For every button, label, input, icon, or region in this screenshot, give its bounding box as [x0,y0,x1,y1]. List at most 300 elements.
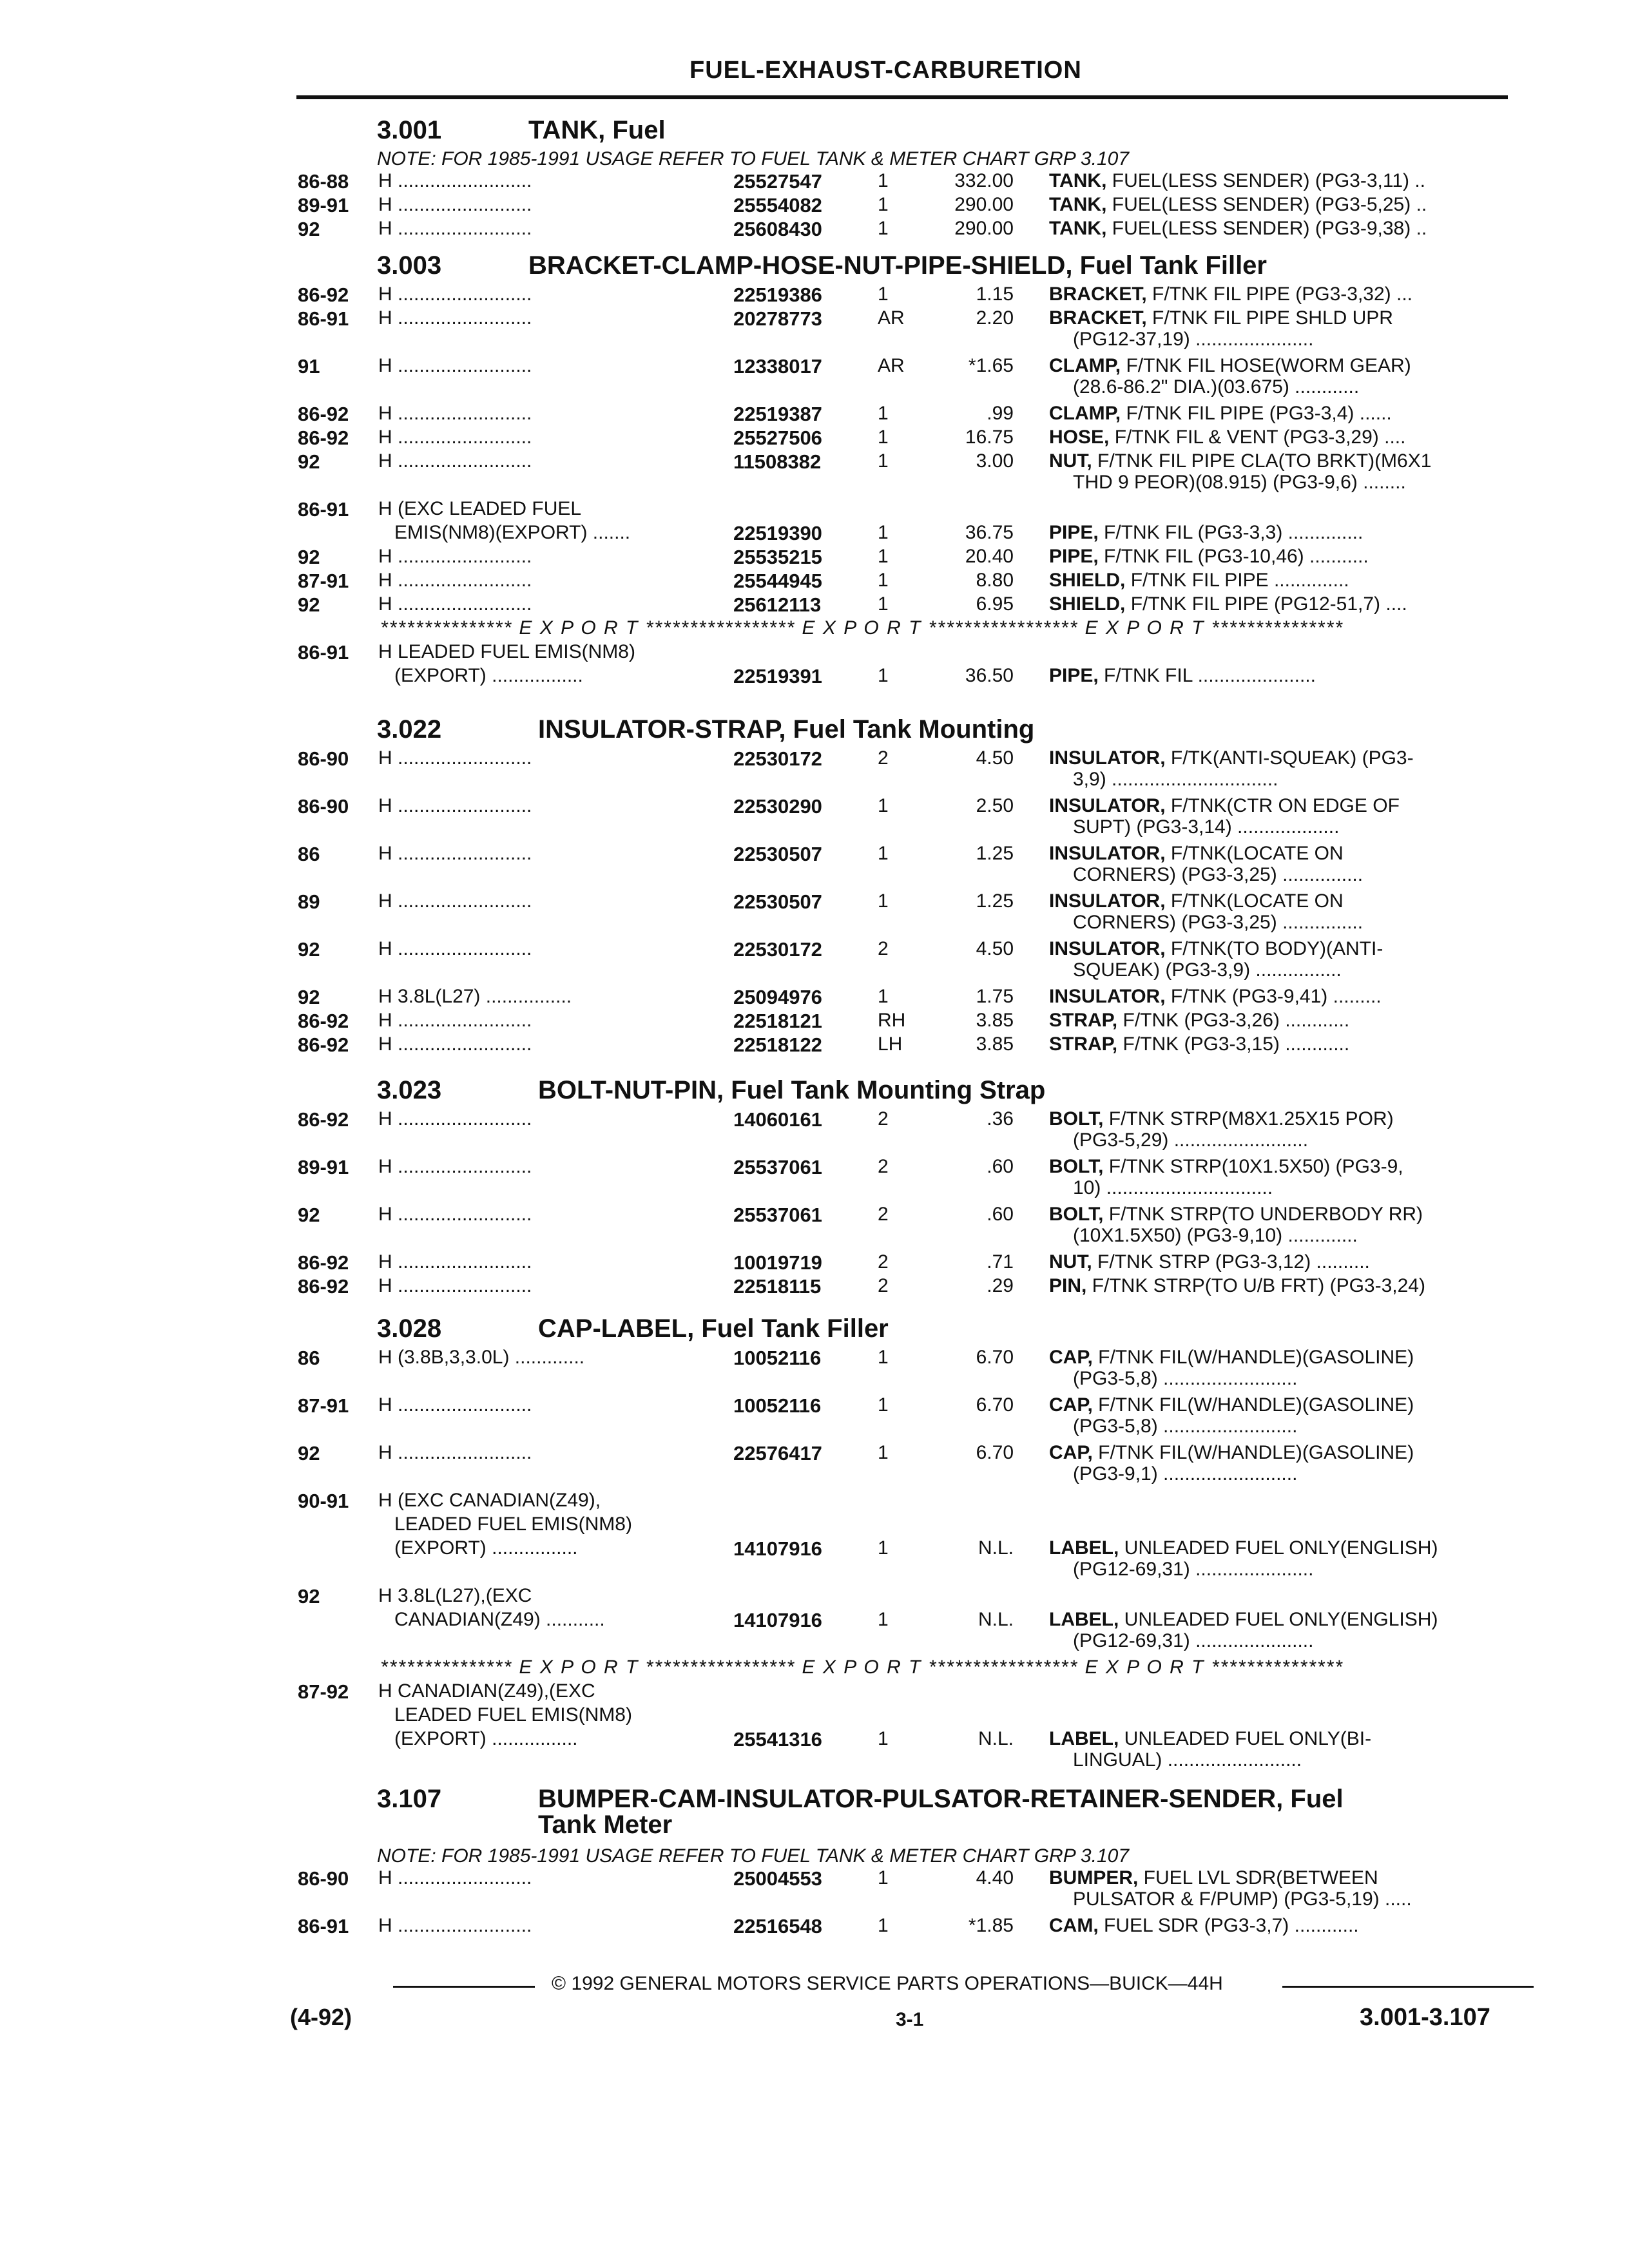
parts-row [0,593,1629,619]
model-years: 86-92 [298,427,349,449]
quantity: RH [878,1010,906,1031]
quantity: 1 [878,546,889,567]
description-noun: CLAMP, [1049,403,1121,424]
application: H ......................... [378,747,532,769]
quantity: 1 [878,795,889,816]
quantity: AR [878,355,905,376]
price: 1.75 [976,986,1014,1007]
quantity: 1 [878,665,889,686]
description-noun: INSULATOR, [1049,986,1166,1007]
description-detail: F/TNK FIL(W/HANDLE)(GASOLINE) [1092,1394,1414,1416]
description [1049,1204,1423,1225]
quantity: 1 [878,593,889,615]
description-continuation: (PG3-5,8) ......................... [1073,1416,1298,1437]
price: .60 [987,1204,1014,1225]
model-years: 86-90 [298,795,349,818]
section-code: 3.028 [377,1314,442,1343]
description-detail: UNLEADED FUEL ONLY(ENGLISH) [1119,1537,1438,1559]
quantity: 1 [878,1442,889,1463]
part-number: 25544945 [733,570,822,592]
description-detail: F/TNK(LOCATE ON [1165,890,1344,912]
quantity: 1 [878,194,889,215]
description-noun: INSULATOR, [1049,938,1166,959]
price: 3.00 [976,450,1014,472]
quantity: 1 [878,1347,889,1368]
description [1049,403,1392,425]
parts-row [0,1490,1629,1515]
model-years: 89-91 [298,194,349,216]
section-code: 3.022 [377,715,442,744]
description [1049,1251,1370,1273]
part-number: 25535215 [733,546,822,568]
description [1049,1347,1414,1369]
price: 20.40 [965,546,1014,567]
parts-row [0,546,1629,572]
description [1049,1108,1394,1130]
part-number: 22519391 [733,665,822,687]
model-years: 92 [298,1204,320,1226]
part-number: 10052116 [733,1394,822,1417]
description-continuation: CORNERS) (PG3-3,25) ............... [1073,912,1364,933]
description-detail: F/TNK FIL PIPE CLA(TO BRKT)(M6X1 [1092,450,1432,472]
description-noun: PIPE, [1049,546,1099,567]
description-detail: F/TNK FIL PIPE (PG12-51,7) .... [1125,593,1407,615]
application: H (EXC CANADIAN(Z49), [378,1490,601,1511]
price: *1.65 [968,355,1014,376]
part-number: 10019719 [733,1251,822,1274]
part-number: 25541316 [733,1728,822,1751]
description-noun: CAP, [1049,1394,1093,1416]
model-years: 86-91 [298,498,349,521]
quantity: 1 [878,843,889,864]
application: H ......................... [378,194,532,215]
part-number: 25527506 [733,427,822,449]
parts-row-continuation [0,912,1629,937]
parts-row [0,1514,1629,1539]
description [1049,890,1344,912]
parts-row-continuation [0,472,1629,497]
model-years: 86-91 [298,307,349,330]
description-noun: SHIELD, [1049,570,1126,591]
footer-section-range: 3.001-3.107 [1360,2004,1490,2031]
price: 290.00 [954,218,1014,239]
description-detail: FUEL(LESS SENDER) (PG3-3,11) .. [1106,170,1426,191]
description-noun: INSULATOR, [1049,890,1166,912]
description [1049,665,1316,687]
price: .60 [987,1156,1014,1177]
model-years: 92 [298,1442,320,1465]
part-number: 22519387 [733,403,822,425]
quantity: 2 [878,747,889,769]
description [1049,593,1407,615]
description [1049,1010,1349,1032]
part-number: 25094976 [733,986,822,1008]
price: 4.40 [976,1867,1014,1888]
section-title: INSULATOR-STRAP, Fuel Tank Mounting [538,715,1035,744]
footer-rule-right [1282,1986,1534,1988]
description [1049,1728,1371,1750]
description-detail: F/TNK (PG3-3,15) ............ [1117,1033,1350,1055]
parts-row-continuation [0,1416,1629,1441]
application: H ......................... [378,1867,532,1888]
quantity: LH [878,1033,903,1055]
description-detail: F/TNK FIL PIPE .............. [1125,570,1349,591]
price: N.L. [978,1728,1014,1749]
model-years: 92 [298,593,320,616]
application: H (3.8B,3,3.0L) ............. [378,1347,585,1368]
description [1049,843,1344,865]
price: *1.85 [968,1915,1014,1936]
parts-row [0,1251,1629,1277]
description [1049,795,1400,817]
description-noun: LABEL, [1049,1537,1119,1559]
description [1049,427,1405,448]
section-title: BUMPER-CAM-INSULATOR-PULSATOR-RETAINER-SENDER, Fuel [538,1785,1344,1813]
parts-row-continuation [0,376,1629,402]
section-code: 3.001 [377,116,442,144]
description-noun: CAP, [1049,1347,1093,1368]
model-years: 86-90 [298,1867,349,1890]
application: H ......................... [378,218,532,239]
parts-row [0,498,1629,524]
parts-row [0,170,1629,196]
part-number: 22530172 [733,938,822,961]
footer-page-number: 3-1 [896,2009,924,2030]
application: CANADIAN(Z49) ........... [378,1609,605,1630]
parts-row [0,1680,1629,1706]
description-detail: UNLEADED FUEL ONLY(BI- [1119,1728,1372,1749]
price: 6.70 [976,1347,1014,1368]
quantity: 1 [878,403,889,424]
description-continuation: (10X1.5X50) (PG3-9,10) ............. [1073,1225,1358,1246]
description-noun: SHIELD, [1049,593,1126,615]
description [1049,1275,1425,1297]
description [1049,218,1427,240]
quantity: 2 [878,1251,889,1273]
description-continuation: (PG3-5,8) ......................... [1073,1368,1298,1389]
description-noun: TANK, [1049,218,1107,239]
part-number: 22518121 [733,1010,822,1032]
application: H ......................... [378,1251,532,1273]
description-continuation: (PG12-69,31) ...................... [1073,1559,1314,1580]
description [1049,747,1414,769]
application: H ......................... [378,403,532,424]
description-noun: PIPE, [1049,665,1099,686]
price: 36.75 [965,522,1014,543]
description-noun: INSULATOR, [1049,795,1166,816]
section-title: BOLT-NUT-PIN, Fuel Tank Mounting Strap [538,1076,1046,1104]
description-noun: CLAMP, [1049,355,1121,376]
part-number: 12338017 [733,355,822,378]
description-noun: BRACKET, [1049,284,1147,305]
description-detail: UNLEADED FUEL ONLY(ENGLISH) [1119,1609,1438,1630]
description [1049,1156,1403,1178]
application: H ......................... [378,1442,532,1463]
price: .71 [987,1251,1014,1273]
application: H ......................... [378,795,532,816]
description-detail: F/TNK STRP (PG3-3,12) .......... [1092,1251,1370,1273]
parts-row [0,570,1629,595]
quantity: 2 [878,1204,889,1225]
part-number: 25537061 [733,1204,822,1226]
price: 3.85 [976,1033,1014,1055]
application: H CANADIAN(Z49),(EXC [378,1680,595,1702]
description [1049,194,1427,216]
description-detail: F/TNK(CTR ON EDGE OF [1165,795,1400,816]
description-continuation: (PG12-69,31) ...................... [1073,1630,1314,1651]
application: H 3.8L(L27) ................ [378,986,572,1007]
application: H ......................... [378,938,532,959]
description [1049,1609,1438,1631]
parts-row-continuation [0,1630,1629,1656]
quantity: 1 [878,522,889,543]
model-years: 90-91 [298,1490,349,1512]
model-years: 86-92 [298,403,349,425]
description [1049,355,1411,377]
description-continuation: SUPT) (PG3-3,14) ................... [1073,816,1340,838]
application: H ......................... [378,546,532,567]
price: 2.50 [976,795,1014,816]
section-note: NOTE: FOR 1985-1991 USAGE REFER TO FUEL TANK & METER CHART GRP 3.107 [377,1845,1129,1867]
description-noun: BOLT, [1049,1108,1104,1129]
model-years: 91 [298,355,320,378]
description-continuation: THD 9 PEOR)(08.915) (PG3-9,6) ........ [1073,472,1406,493]
description-detail: F/TNK (PG3-9,41) ......... [1165,986,1382,1007]
model-years: 86 [298,843,320,865]
part-number: 25527547 [733,170,822,193]
description-detail: FUEL(LESS SENDER) (PG3-5,25) .. [1106,194,1427,215]
description-noun: INSULATOR, [1049,843,1166,864]
description-noun: TANK, [1049,170,1107,191]
application: H 3.8L(L27),(EXC [378,1585,532,1606]
quantity: 1 [878,1394,889,1416]
description-continuation: 10) ............................... [1073,1177,1273,1198]
description-noun: BOLT, [1049,1204,1104,1225]
part-number: 10052116 [733,1347,822,1369]
header-rule [296,95,1508,99]
parts-row [0,1915,1629,1941]
application: H ......................... [378,1010,532,1031]
description [1049,307,1393,329]
price: 8.80 [976,570,1014,591]
section-title: BRACKET-CLAMP-HOSE-NUT-PIPE-SHIELD, Fuel Tank Filler [528,251,1267,280]
part-number: 22519390 [733,522,822,544]
description-detail: F/TNK FIL(W/HANDLE)(GASOLINE) [1092,1442,1414,1463]
part-number: 14107916 [733,1537,822,1560]
price: N.L. [978,1609,1014,1630]
model-years: 87-91 [298,1394,349,1417]
application: H ......................... [378,427,532,448]
application: H ......................... [378,1204,532,1225]
quantity: 1 [878,427,889,448]
description-continuation: SQUEAK) (PG3-3,9) ................ [1073,959,1342,981]
footer-date: (4-92) [290,2004,352,2030]
part-number: 22576417 [733,1442,822,1465]
footer-rule-left [393,1986,535,1988]
page-header-title: FUEL-EXHAUST-CARBURETION [689,57,1082,84]
section-code: 3.023 [377,1076,442,1104]
quantity: 2 [878,1275,889,1296]
description [1049,1915,1359,1937]
export-divider: *************** E X P O R T ***************** E X P O R T ***************** E X P O R T *************** [380,617,1344,639]
model-years: 86-92 [298,1108,349,1131]
parts-row-continuation [0,1225,1629,1251]
parts-row-continuation [0,329,1629,354]
quantity: 1 [878,450,889,472]
application: H ......................... [378,450,532,472]
model-years: 92 [298,218,320,240]
price: .29 [987,1275,1014,1296]
parts-row-continuation [0,1129,1629,1155]
quantity: 1 [878,284,889,305]
description-detail: F/TNK FIL PIPE (PG3-3,4) ...... [1121,403,1392,424]
part-number: 25608430 [733,218,822,240]
part-number: 22518115 [733,1275,822,1298]
quantity: 2 [878,1156,889,1177]
application: LEADED FUEL EMIS(NM8) [378,1514,632,1535]
description-noun: HOSE, [1049,427,1110,448]
description [1049,170,1425,192]
price: 4.50 [976,747,1014,769]
price: 3.85 [976,1010,1014,1031]
application: H ......................... [378,1033,532,1055]
application: H ......................... [378,284,532,305]
description-detail: F/TNK FIL & VENT (PG3-3,29) .... [1109,427,1406,448]
description [1049,1394,1414,1416]
application: H ......................... [378,593,532,615]
description-noun: NUT, [1049,450,1092,472]
price: N.L. [978,1537,1014,1559]
description [1049,522,1363,544]
description-detail: F/TNK STRP(10X1.5X50) (PG3-9, [1103,1156,1403,1177]
description-continuation: PULSATOR & F/PUMP) (PG3-5,19) ..... [1073,1888,1412,1910]
description [1049,938,1383,960]
price: 1.25 [976,890,1014,912]
application: H ......................... [378,355,532,376]
part-number: 14107916 [733,1609,822,1631]
description-detail: F/TNK(LOCATE ON [1165,843,1344,864]
application: H ......................... [378,170,532,191]
description-noun: PIPE, [1049,522,1099,543]
price: 36.50 [965,665,1014,686]
application: (EXPORT) ................ [378,1728,578,1749]
application: (EXPORT) ................ [378,1537,578,1559]
part-number: 22530507 [733,843,822,865]
description-continuation: CORNERS) (PG3-3,25) ............... [1073,864,1364,885]
application: H ......................... [378,1108,532,1129]
part-number: 11508382 [733,450,822,473]
application: H ......................... [378,843,532,864]
description [1049,546,1369,568]
application: H ......................... [378,1915,532,1936]
application: H ......................... [378,1156,532,1177]
description-continuation: LINGUAL) ......................... [1073,1749,1302,1771]
part-number: 14060161 [733,1108,822,1131]
application: H ......................... [378,570,532,591]
quantity: 1 [878,1609,889,1630]
model-years: 87-91 [298,570,349,592]
description [1049,1442,1414,1464]
description [1049,1867,1378,1889]
model-years: 92 [298,546,320,568]
application: LEADED FUEL EMIS(NM8) [378,1704,632,1725]
part-number: 22516548 [733,1915,822,1937]
part-number: 20278773 [733,307,822,330]
parts-row-continuation [0,1749,1629,1775]
parts-row-continuation [0,864,1629,890]
description-noun: BUMPER, [1049,1867,1139,1888]
price: .99 [987,403,1014,424]
description-noun: TANK, [1049,194,1107,215]
model-years: 92 [298,450,320,473]
part-number: 22530507 [733,890,822,913]
quantity: 1 [878,218,889,239]
description-noun: LABEL, [1049,1728,1119,1749]
quantity: 2 [878,938,889,959]
application: H ......................... [378,1394,532,1416]
parts-row [0,986,1629,1012]
description-detail: F/TNK STRP(TO U/B FRT) (PG3-3,24) [1086,1275,1425,1296]
model-years: 86-92 [298,1010,349,1032]
quantity: 1 [878,570,889,591]
section-title: CAP-LABEL, Fuel Tank Filler [538,1314,889,1343]
parts-row-continuation [0,816,1629,842]
description-detail: F/TNK FIL PIPE (PG3-3,32) ... [1146,284,1412,305]
parts-row-continuation [0,1177,1629,1203]
description [1049,284,1412,305]
section-title: TANK, Fuel [528,116,666,144]
section-note: NOTE: FOR 1985-1991 USAGE REFER TO FUEL TANK & METER CHART GRP 3.107 [377,148,1129,169]
description-continuation: (28.6-86.2" DIA.)(03.675) ............ [1073,376,1360,398]
price: 16.75 [965,427,1014,448]
quantity: 2 [878,1108,889,1129]
description-continuation: (PG12-37,19) ...................... [1073,329,1314,350]
description [1049,1033,1349,1055]
parts-row [0,403,1629,428]
price: 6.70 [976,1394,1014,1416]
model-years: 87-92 [298,1680,349,1703]
description [1049,1537,1438,1559]
description-detail: F/TNK FIL ...................... [1098,665,1316,686]
quantity: 1 [878,890,889,912]
quantity: 1 [878,986,889,1007]
part-number: 22519386 [733,284,822,306]
description-noun: CAP, [1049,1442,1093,1463]
parts-row [0,522,1629,548]
price: 290.00 [954,194,1014,215]
parts-row [0,1585,1629,1611]
part-number: 22530290 [733,795,822,818]
model-years: 86-88 [298,170,349,193]
description-detail: FUEL(LESS SENDER) (PG3-9,38) .. [1106,218,1427,239]
application: H ......................... [378,1275,532,1296]
parts-row [0,641,1629,667]
model-years: 86-91 [298,1915,349,1937]
description-noun: BRACKET, [1049,307,1147,329]
description-detail: F/TNK STRP(TO UNDERBODY RR) [1103,1204,1423,1225]
part-number: 25612113 [733,593,822,616]
part-number: 22518122 [733,1033,822,1056]
export-divider: *************** E X P O R T ***************** E X P O R T ***************** E X P O R T *************** [380,1657,1344,1678]
parts-row-continuation [0,769,1629,794]
parts-row [0,284,1629,309]
description-noun: CAM, [1049,1915,1099,1936]
description-detail: F/TNK FIL PIPE SHLD UPR [1146,307,1393,329]
model-years: 86 [298,1347,320,1369]
model-years: 89-91 [298,1156,349,1178]
parts-row [0,1704,1629,1730]
parts-row [0,194,1629,220]
